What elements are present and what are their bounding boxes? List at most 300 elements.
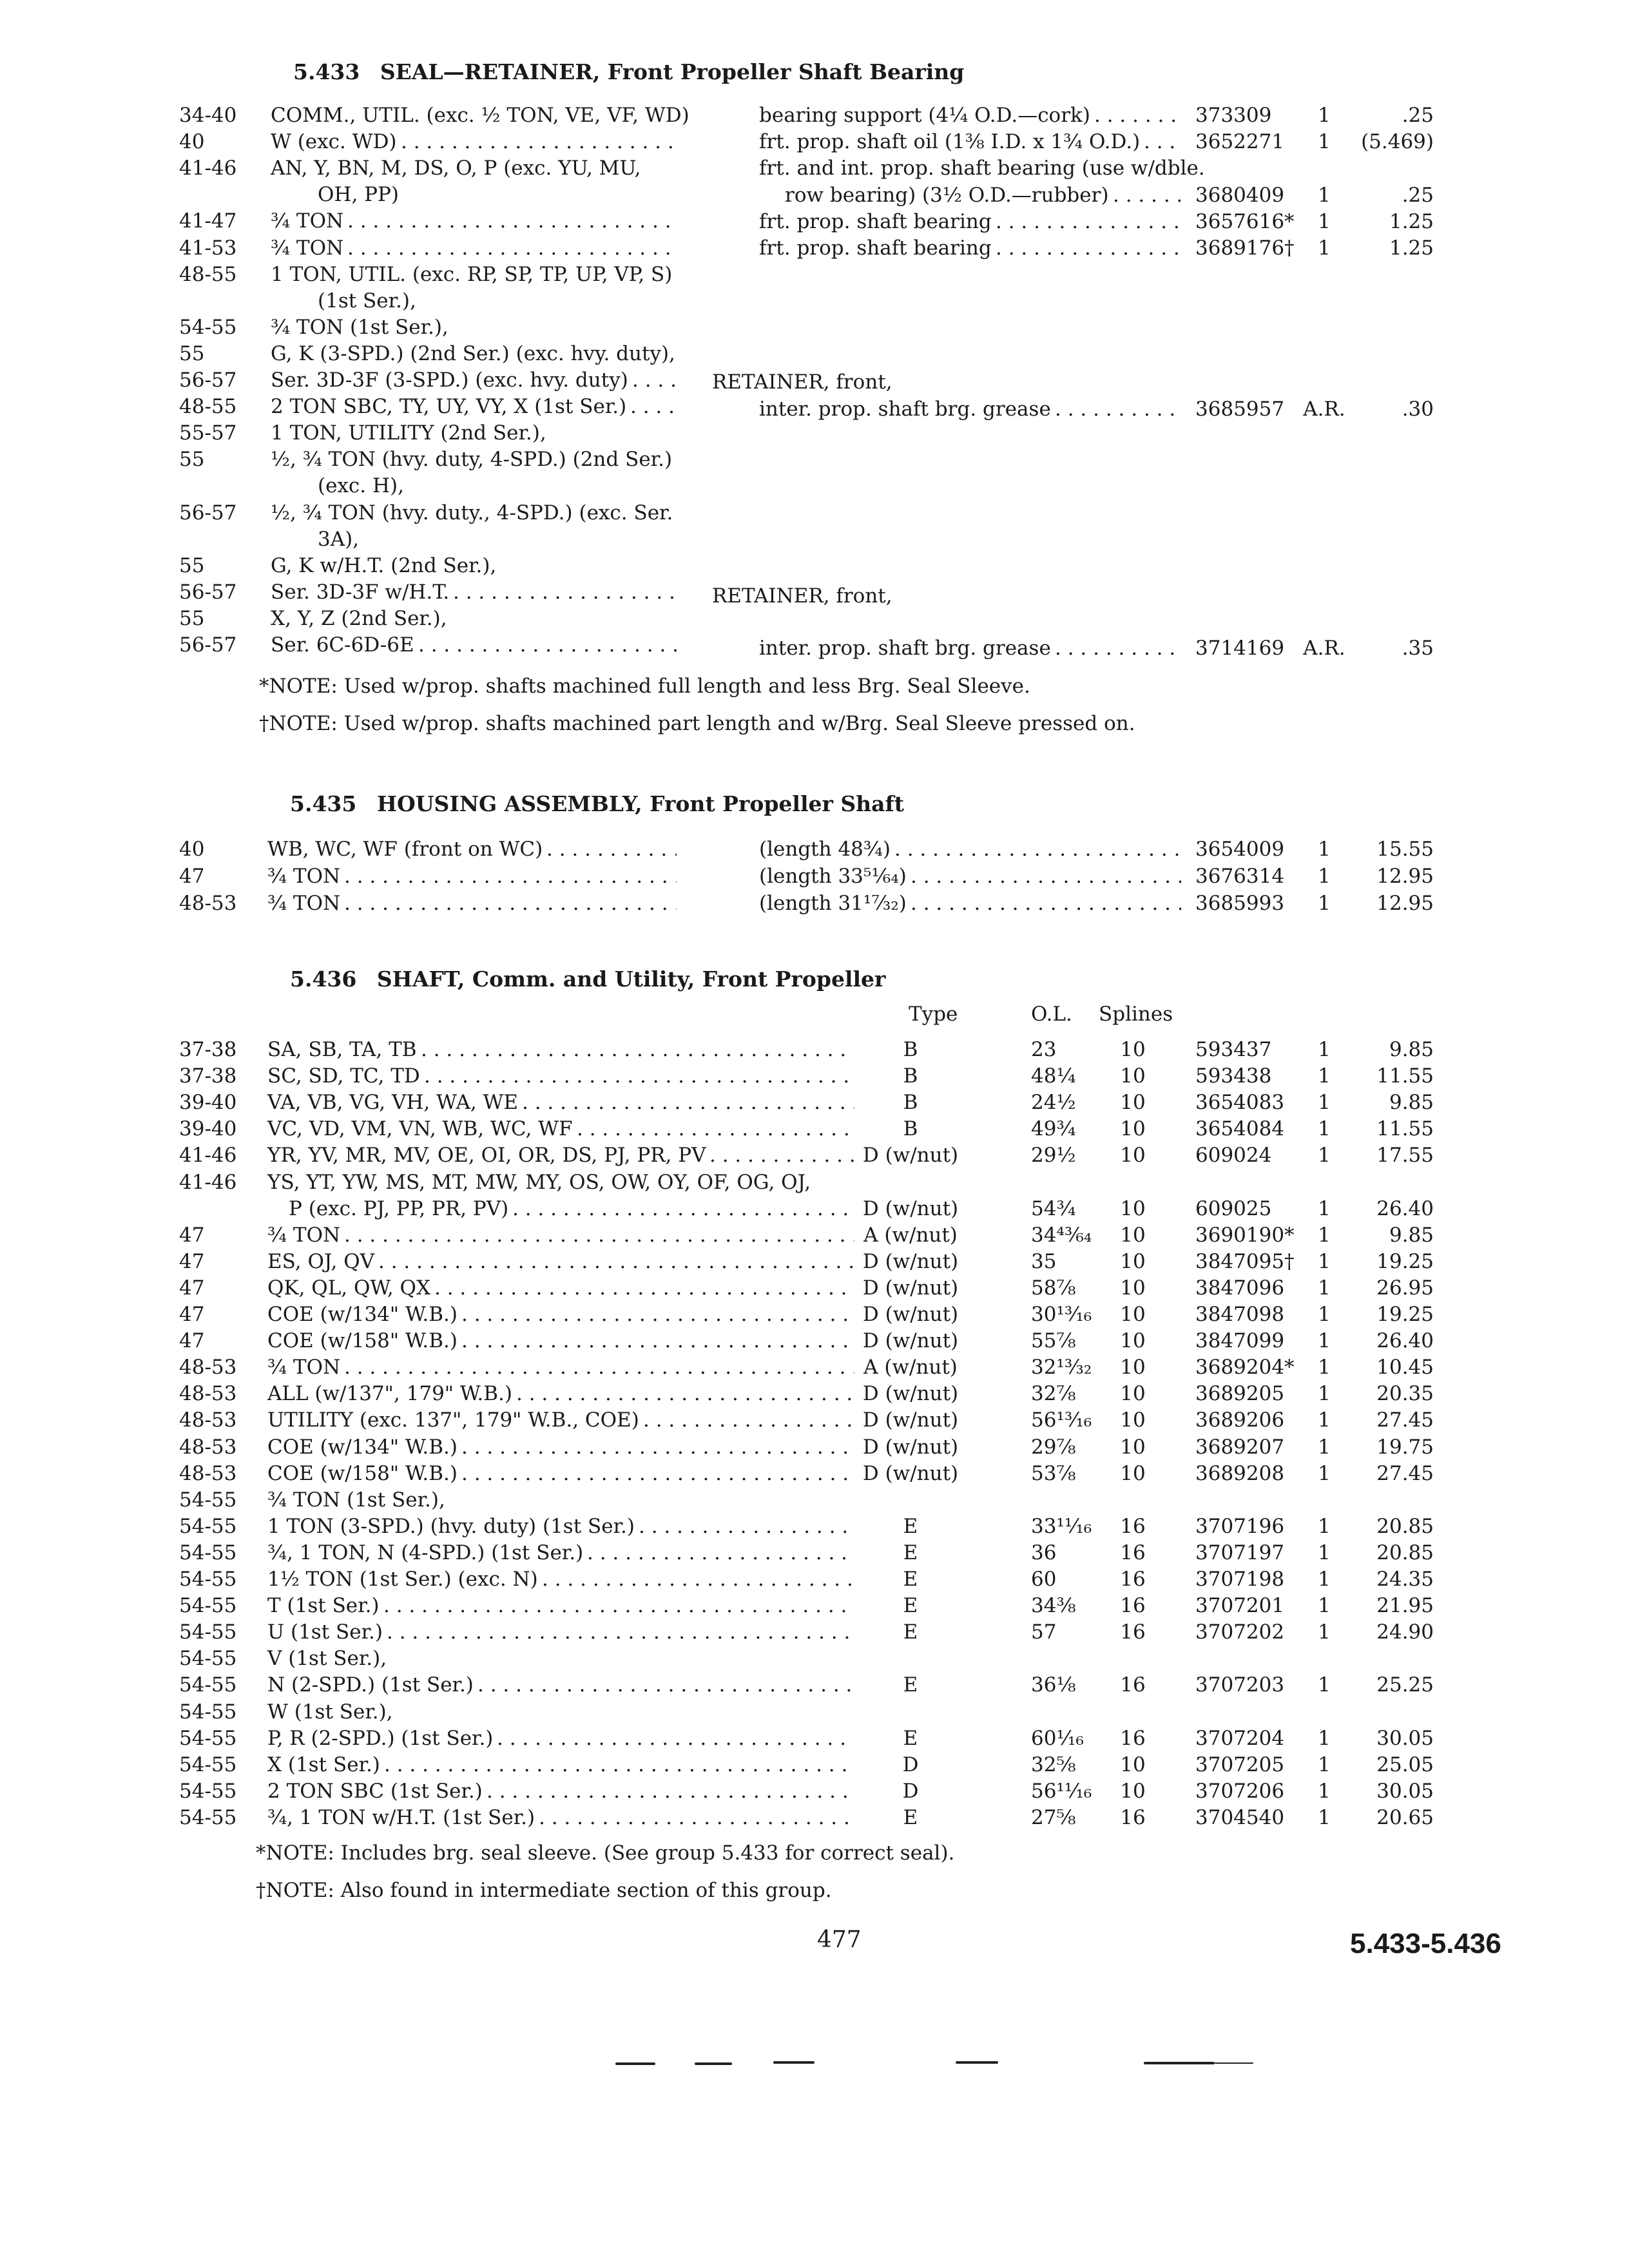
list-price: 26.40: [1376, 1197, 1434, 1220]
shaft-type: D (w/nut): [862, 1408, 959, 1432]
shaft-type: D: [902, 1780, 919, 1803]
spline-count: 10: [1120, 1091, 1146, 1114]
part-description: RETAINER, front,: [712, 370, 892, 394]
part-number: 3707203: [1195, 1673, 1285, 1696]
application-row: [179, 472, 688, 499]
application-text: WB, WC, WF (front on WC): [267, 838, 543, 861]
quantity: 1: [1318, 892, 1331, 915]
shaft-type: D (w/nut): [862, 1250, 959, 1273]
shaft-row: [179, 1142, 1629, 1169]
model-years: 48-55: [179, 395, 237, 418]
part-number: 593437: [1195, 1038, 1272, 1061]
section-5-435-header: [290, 791, 904, 816]
model-years: 55-57: [179, 421, 237, 445]
application-text: AN, Y, BN, M, DS, O, P (exc. YU, MU,: [271, 157, 641, 180]
part-number: 3689206: [1195, 1408, 1285, 1432]
application-text: ¾ TON: [271, 209, 344, 233]
model-years: 54-55: [179, 1515, 237, 1538]
dot-leader: [1113, 182, 1181, 209]
part-number: 3689204*: [1195, 1356, 1295, 1379]
section-title-bold: HOUSING ASSEMBLY,: [376, 791, 642, 816]
overall-length: 35: [1031, 1250, 1057, 1273]
shaft-row: [179, 1062, 1629, 1090]
application-text: Ser. 6C-6D-6E: [271, 633, 414, 657]
dot-leader: [709, 1142, 854, 1169]
quantity: 1: [1318, 1091, 1331, 1114]
application-text: 1 TON (3-SPD.) (hvy. duty) (1st Ser.): [267, 1515, 635, 1538]
quantity: 1: [1318, 1382, 1331, 1405]
model-years: 54-55: [179, 316, 237, 339]
quantity: 1: [1318, 1436, 1331, 1459]
overall-length: 33¹¹⁄₁₆: [1031, 1515, 1092, 1538]
scan-mark: [956, 2061, 998, 2064]
dot-leader: [461, 1301, 854, 1328]
list-price: 25.05: [1376, 1753, 1434, 1776]
dot-leader: [461, 1460, 854, 1487]
quantity: 1: [1318, 1144, 1331, 1167]
shaft-type: E: [903, 1541, 918, 1564]
application-text: COMM., UTIL. (exc. ½ TON, VE, VF, WD): [271, 104, 689, 127]
shaft-row: [179, 1486, 1629, 1514]
shaft-type: E: [903, 1806, 918, 1829]
part-row: [0, 128, 1629, 155]
part-number: 3847099: [1195, 1329, 1285, 1352]
part-description: frt. prop. shaft bearing: [759, 210, 992, 233]
model-years: 56-57: [179, 633, 237, 657]
overall-length: 23: [1031, 1038, 1057, 1061]
part-description: inter. prop. shaft brg. grease: [759, 398, 1051, 421]
shaft-row: [179, 1301, 1629, 1328]
shaft-row: [179, 1274, 1629, 1302]
overall-length: 55⅞: [1031, 1329, 1076, 1352]
application-text: SC, SD, TC, TD: [267, 1064, 420, 1088]
shaft-row: [179, 1089, 1629, 1116]
overall-length: 36: [1031, 1541, 1057, 1564]
list-price: 24.35: [1376, 1568, 1434, 1591]
part-description: bearing support (4¼ O.D.—cork): [759, 104, 1090, 127]
list-price: 20.65: [1376, 1806, 1434, 1829]
spline-count: 10: [1120, 1329, 1146, 1352]
model-years: 40: [179, 130, 205, 153]
quantity: 1: [1318, 104, 1331, 127]
part-number: 3707205: [1195, 1753, 1285, 1776]
model-years: 37-38: [179, 1038, 237, 1061]
model-years: 54-55: [179, 1727, 237, 1750]
model-years: 48-55: [179, 263, 237, 286]
list-price: 27.45: [1376, 1462, 1434, 1485]
part-number: 3707204: [1195, 1727, 1285, 1750]
quantity: 1: [1318, 130, 1331, 153]
shaft-row: [179, 1725, 1629, 1752]
spline-count: 10: [1120, 1064, 1146, 1088]
dot-leader: [1055, 396, 1181, 423]
spline-count: 10: [1120, 1462, 1146, 1485]
application-text: VA, VB, VG, VH, WA, WE: [267, 1091, 519, 1114]
dot-leader: [546, 836, 677, 863]
list-price: .25: [1402, 104, 1434, 127]
overall-length: 24½: [1031, 1091, 1076, 1114]
list-price: 24.90: [1376, 1620, 1434, 1644]
overall-length: 60: [1031, 1568, 1057, 1591]
part-description: row bearing) (3½ O.D.—rubber): [785, 184, 1109, 207]
model-years: 47: [179, 865, 205, 888]
application-text: ½, ¾ TON (hvy. duty., 4-SPD.) (exc. Ser.: [271, 501, 673, 524]
quantity: 1: [1318, 838, 1331, 861]
list-price: 19.25: [1376, 1303, 1434, 1326]
shaft-row: [179, 1222, 1629, 1249]
shaft-type: E: [903, 1620, 918, 1644]
model-years: 54-55: [179, 1594, 237, 1617]
part-description: (length 33⁵¹⁄₆₄): [759, 865, 907, 888]
shaft-row: [179, 1460, 1629, 1487]
part-number: 3689205: [1195, 1382, 1285, 1405]
model-years: 54-55: [179, 1647, 237, 1670]
dot-leader: [996, 235, 1181, 262]
part-row: [0, 582, 1629, 610]
model-years: 48-53: [179, 892, 237, 915]
dot-leader: [542, 1566, 854, 1593]
overall-length: 56¹³⁄₁₆: [1031, 1408, 1092, 1432]
part-number: 3689176†: [1195, 236, 1295, 260]
part-number: 3685957: [1195, 398, 1285, 421]
application-text: SA, SB, TA, TB: [267, 1038, 417, 1061]
shaft-type: D (w/nut): [862, 1462, 959, 1485]
application-text: YS, YT, YW, MS, MT, MW, MY, OS, OW, OY, OF, OG, OJ,: [267, 1171, 811, 1194]
dot-leader: [497, 1725, 854, 1752]
part-number: 609024: [1195, 1144, 1272, 1167]
part-number: 3707201: [1195, 1594, 1285, 1617]
spline-count: 16: [1120, 1727, 1146, 1750]
scan-mark: [1215, 2062, 1253, 2064]
footnote: *NOTE: Includes brg. seal sleeve. (See group 5.433 for correct seal).: [256, 1841, 955, 1865]
part-number: 3847095†: [1195, 1250, 1295, 1273]
part-number: 3707196: [1195, 1515, 1285, 1538]
quantity: 1: [1318, 210, 1331, 233]
application-text: ¾ TON: [267, 1224, 341, 1247]
scan-mark: [615, 2062, 655, 2065]
dot-leader: [461, 1434, 854, 1461]
dot-leader: [911, 890, 1181, 917]
shaft-row: [179, 1566, 1629, 1593]
part-number: 3707197: [1195, 1541, 1285, 1564]
spline-count: 10: [1120, 1408, 1146, 1432]
application-text: ES, OJ, QV: [267, 1250, 375, 1273]
model-years: 47: [179, 1250, 205, 1273]
shaft-row: [179, 1645, 1629, 1672]
application-text: 1 TON, UTIL. (exc. RP, SP, TP, UP, VP, S): [271, 263, 673, 286]
model-years: 54-55: [179, 1568, 237, 1591]
model-years: 54-55: [179, 1780, 237, 1803]
model-years: 54-55: [179, 1541, 237, 1564]
list-price: 25.25: [1376, 1673, 1434, 1696]
application-text: 1 TON, UTILITY (2nd Ser.),: [271, 421, 546, 445]
model-years: 55: [179, 607, 205, 630]
list-price: 12.95: [1376, 892, 1434, 915]
application-row: [179, 340, 688, 367]
part-number: 3676314: [1195, 865, 1285, 888]
application-text: N (2-SPD.) (1st Ser.): [267, 1673, 474, 1696]
shaft-type: D (w/nut): [862, 1303, 959, 1326]
part-number: 3714169: [1195, 637, 1285, 660]
shaft-row: [179, 1248, 1629, 1275]
model-years: 48-53: [179, 1356, 237, 1379]
application-text: ¾, 1 TON w/H.T. (1st Ser.): [267, 1806, 535, 1829]
quantity: 1: [1318, 1038, 1331, 1061]
part-row: [0, 208, 1629, 235]
part-description: frt. prop. shaft bearing: [759, 236, 992, 260]
list-price: .30: [1402, 398, 1434, 421]
part-row: [0, 182, 1629, 209]
list-price: 20.85: [1376, 1541, 1434, 1564]
part-row: [0, 155, 1629, 182]
overall-length: 32⅞: [1031, 1382, 1076, 1405]
list-price: 20.85: [1376, 1515, 1434, 1538]
part-number: 609025: [1195, 1197, 1272, 1220]
list-price: .25: [1402, 184, 1434, 207]
model-years: 37-38: [179, 1064, 237, 1088]
part-number: 3652271: [1195, 130, 1285, 153]
housing-row: [179, 863, 1629, 890]
shaft-type: D (w/nut): [862, 1144, 959, 1167]
model-years: 54-55: [179, 1673, 237, 1696]
dot-leader: [383, 1592, 854, 1619]
application-text: G, K w/H.T. (2nd Ser.),: [271, 554, 497, 577]
shaft-row: [179, 1036, 1629, 1063]
application-row: [179, 499, 688, 526]
overall-length: 29⅞: [1031, 1436, 1076, 1459]
spline-count: 10: [1120, 1117, 1146, 1140]
section-number: 5.435: [290, 791, 357, 816]
shaft-row: [179, 1195, 1629, 1222]
shaft-type: D (w/nut): [862, 1197, 959, 1220]
quantity: 1: [1318, 1117, 1331, 1140]
dot-leader: [1094, 102, 1181, 129]
list-price: 19.75: [1376, 1436, 1434, 1459]
part-description: inter. prop. shaft brg. grease: [759, 637, 1051, 660]
overall-length: 32⅝: [1031, 1753, 1076, 1776]
section-number: 5.433: [293, 59, 360, 84]
quantity: 1: [1318, 184, 1331, 207]
spline-count: 10: [1120, 1144, 1146, 1167]
housing-row: [179, 890, 1629, 917]
application-text: VC, VD, VM, VN, WB, WC, WF: [267, 1117, 573, 1140]
dot-leader: [539, 1804, 854, 1831]
spline-count: 10: [1120, 1382, 1146, 1405]
model-years: 54-55: [179, 1620, 237, 1644]
application-text: X (1st Ser.): [267, 1753, 380, 1776]
dot-leader: [512, 1195, 854, 1222]
section-title-bold: SEAL—RETAINER,: [380, 59, 601, 84]
application-text: ¾ TON (1st Ser.),: [271, 316, 448, 339]
scan-mark: [773, 2061, 815, 2064]
overall-length: 54¾: [1031, 1197, 1076, 1220]
shaft-type: D: [902, 1753, 919, 1776]
list-price: 10.45: [1376, 1356, 1434, 1379]
model-years: 55: [179, 554, 205, 577]
application-text: ½, ¾ TON (hvy. duty, 4-SPD.) (2nd Ser.): [271, 448, 673, 471]
shaft-type: A (w/nut): [863, 1356, 958, 1379]
shaft-row: [179, 1778, 1629, 1805]
spline-count: 16: [1120, 1594, 1146, 1617]
spline-count: 16: [1120, 1620, 1146, 1644]
application-text: ¾ TON (1st Ser.),: [267, 1488, 445, 1512]
application-row: [179, 446, 688, 473]
shaft-row: [179, 1115, 1629, 1142]
overall-length: 34⅜: [1031, 1594, 1076, 1617]
part-row: [0, 235, 1629, 262]
application-text: Ser. 3D-3F (3-SPD.) (exc. hvy. duty): [271, 369, 628, 392]
quantity: 1: [1318, 236, 1331, 260]
application-text: ¾ TON: [271, 236, 344, 260]
model-years: 47: [179, 1224, 205, 1247]
quantity: 1: [1318, 1250, 1331, 1273]
overall-length: 57: [1031, 1620, 1057, 1644]
model-years: 56-57: [179, 581, 237, 604]
dot-leader: [344, 890, 677, 917]
overall-length: 34⁴³⁄₆₄: [1031, 1224, 1092, 1247]
dot-leader: [587, 1539, 854, 1566]
dot-leader: [516, 1380, 854, 1407]
model-years: 54-55: [179, 1806, 237, 1829]
application-text: U (1st Ser.): [267, 1620, 383, 1644]
application-text: G, K (3-SPD.) (2nd Ser.) (exc. hvy. duty),: [271, 342, 675, 365]
section-title-rest: Front Propeller Shaft: [650, 791, 904, 816]
list-price: 30.05: [1376, 1780, 1434, 1803]
model-years: 39-40: [179, 1091, 237, 1114]
dot-leader: [387, 1619, 854, 1646]
spline-count: 10: [1120, 1224, 1146, 1247]
application-text: COE (w/158" W.B.): [267, 1329, 458, 1352]
quantity: 1: [1318, 1462, 1331, 1485]
shaft-row: [179, 1751, 1629, 1778]
quantity: 1: [1318, 1276, 1331, 1300]
part-description: (length 31¹⁷⁄₃₂): [759, 892, 907, 915]
application-row: [179, 552, 688, 579]
part-row: [0, 635, 1629, 662]
application-text: COE (w/158" W.B.): [267, 1462, 458, 1485]
section-title-rest: Front Propeller Shaft Bearing: [607, 59, 965, 84]
model-years: 47: [179, 1276, 205, 1300]
application-text: OH, PP): [318, 183, 399, 206]
dot-leader: [461, 1327, 854, 1354]
dot-leader: [384, 1751, 854, 1778]
model-years: 48-53: [179, 1382, 237, 1405]
quantity: 1: [1318, 1620, 1331, 1644]
dot-leader: [487, 1778, 854, 1805]
dot-leader: [643, 1407, 854, 1434]
model-years: 41-46: [179, 157, 237, 180]
dot-leader: [344, 1354, 854, 1381]
section-title-bold: SHAFT,: [376, 966, 465, 992]
shaft-type: B: [903, 1064, 918, 1088]
application-text: 3A),: [318, 528, 360, 551]
dot-leader: [522, 1089, 854, 1116]
spline-count: 10: [1120, 1356, 1146, 1379]
footnote: *NOTE: Used w/prop. shafts machined full length and less Brg. Seal Sleeve.: [259, 675, 1030, 698]
model-years: 54-55: [179, 1488, 237, 1512]
overall-length: 30¹³⁄₁₆: [1031, 1303, 1092, 1326]
part-number: 3657616*: [1195, 210, 1295, 233]
scan-mark: [1144, 2062, 1215, 2064]
application-text: (exc. H),: [318, 474, 404, 497]
shaft-row: [179, 1539, 1629, 1566]
shaft-row: [179, 1434, 1629, 1461]
part-number: 3689207: [1195, 1436, 1285, 1459]
quantity: 1: [1318, 1356, 1331, 1379]
model-years: 48-53: [179, 1436, 237, 1459]
part-number: 3707206: [1195, 1780, 1285, 1803]
shaft-type: D (w/nut): [862, 1436, 959, 1459]
model-years: 55: [179, 448, 205, 471]
application-text: ¾ TON: [267, 892, 341, 915]
spline-count: 10: [1120, 1303, 1146, 1326]
part-description: (length 48¾): [759, 838, 891, 861]
list-price: 20.35: [1376, 1382, 1434, 1405]
application-text: P (exc. PJ, PP, PR, PV): [289, 1197, 509, 1220]
model-years: 41-46: [179, 1144, 237, 1167]
dot-leader: [996, 208, 1181, 235]
overall-length: 60¹⁄₁₆: [1031, 1727, 1084, 1750]
application-row: [179, 526, 688, 553]
overall-length: 53⅞: [1031, 1462, 1076, 1485]
quantity: 1: [1318, 1594, 1331, 1617]
dot-leader: [378, 1248, 854, 1275]
group-range: 5.433-5.436: [1350, 1928, 1501, 1959]
shaft-row: [179, 1169, 1629, 1196]
quantity: 1: [1318, 1753, 1331, 1776]
spline-count: 16: [1120, 1515, 1146, 1538]
quantity: A.R.: [1303, 398, 1345, 421]
application-text: UTILITY (exc. 137", 179" W.B., COE): [267, 1408, 639, 1432]
model-years: 48-53: [179, 1408, 237, 1432]
overall-length: 36⅛: [1031, 1673, 1076, 1696]
model-years: 54-55: [179, 1753, 237, 1776]
part-number: 3847098: [1195, 1303, 1285, 1326]
overall-length: 27⅝: [1031, 1806, 1076, 1829]
dot-leader: [424, 1062, 854, 1090]
dot-leader: [344, 1222, 854, 1249]
part-description: RETAINER, front,: [712, 584, 892, 608]
dot-leader: [894, 836, 1181, 863]
quantity: 1: [1318, 1727, 1331, 1750]
dot-leader: [1055, 635, 1181, 662]
part-number: 3704540: [1195, 1806, 1285, 1829]
application-text: 2 TON SBC, TY, UY, VY, X (1st Ser.): [271, 395, 627, 418]
model-years: 34-40: [179, 104, 237, 127]
quantity: 1: [1318, 1303, 1331, 1326]
part-row: [0, 102, 1629, 129]
spline-count: 10: [1120, 1753, 1146, 1776]
list-price: 1.25: [1389, 236, 1434, 260]
dot-leader: [344, 863, 677, 890]
overall-length: 56¹¹⁄₁₆: [1031, 1780, 1092, 1803]
list-price: 9.85: [1389, 1224, 1434, 1247]
shaft-type: B: [903, 1091, 918, 1114]
overall-length: 32¹³⁄₃₂: [1031, 1356, 1092, 1379]
shaft-row: [179, 1671, 1629, 1698]
footnote: †NOTE: Used w/prop. shafts machined part length and w/Brg. Seal Sleeve pressed on.: [259, 712, 1135, 735]
spline-count: 10: [1120, 1250, 1146, 1273]
overall-length: 48¼: [1031, 1064, 1076, 1088]
part-number: 3654009: [1195, 838, 1285, 861]
overall-length: 58⅞: [1031, 1276, 1076, 1300]
section-5-436-header: [290, 966, 885, 992]
application-text: P, R (2-SPD.) (1st Ser.): [267, 1727, 494, 1750]
list-price: .35: [1402, 637, 1434, 660]
application-text: YR, YV, MR, MV, OE, OI, OR, DS, PJ, PR, PV: [267, 1144, 706, 1167]
quantity: 1: [1318, 1408, 1331, 1432]
application-row: [179, 261, 688, 288]
